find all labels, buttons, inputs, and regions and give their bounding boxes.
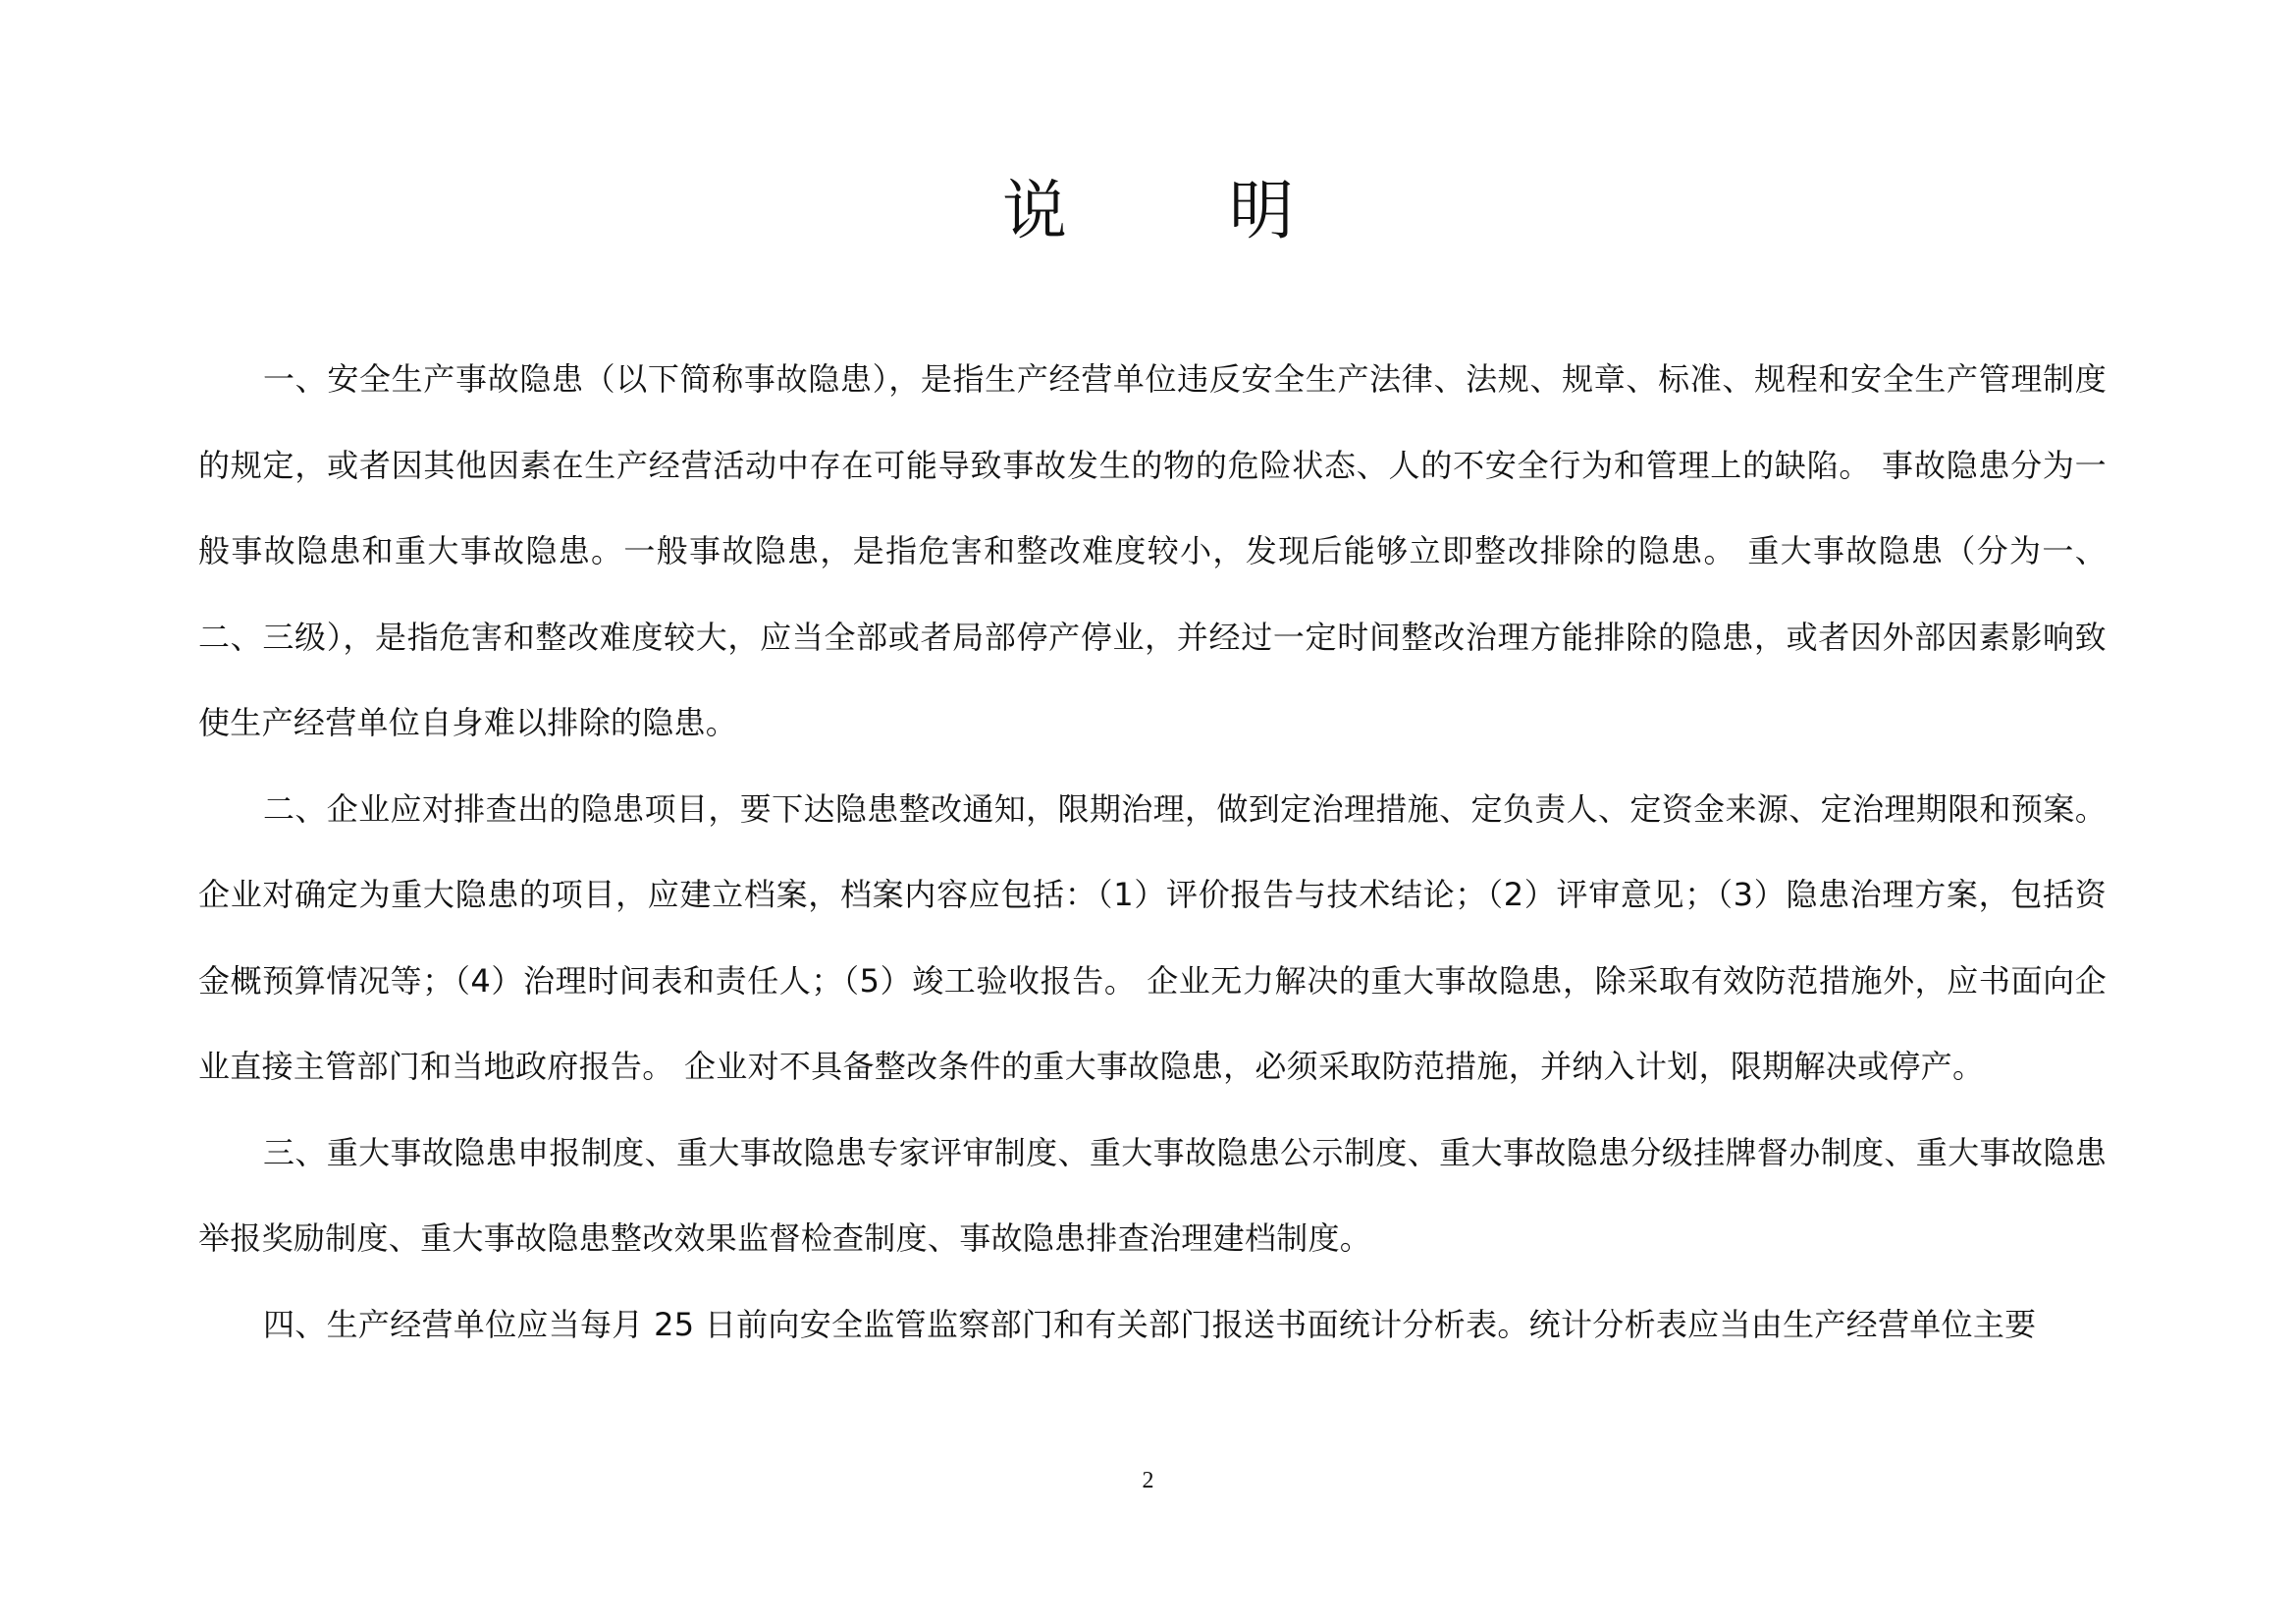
paragraph-1: 一、安全生产事故隐患（以下简称事故隐患），是指生产经营单位违反安全生产法律、法规、规章、标准、规程和安全生产管理制度的规定，或者因其他因素在生产经营活动中存在可能导致事故发生的物的危险状态、人的不安全行为和管理上的缺陷。 事故隐患分为一般事故隐患和重大事故隐患。一般事故隐患，是指危害和整改难度较小，发现后能够立即整改排除的隐患。 重大事故隐患（分为一、二、三级），是指危害和整改难度较大，应当全部或者局部停产停业，并经过一定时间整改治理方能排除的隐患，或者因外部因素影响致使生产经营单位自身难以排除的隐患。	[198, 360, 2107, 741]
paragraph-4: 四、生产经营单位应当每月 25 日前向安全监管监察部门和有关部门报送书面统计分析表。统计分析表应当由生产经营单位主要	[263, 1305, 2037, 1343]
page-title: 说 明	[1002, 173, 1364, 248]
paragraph-2: 二、企业应对排查出的隐患项目，要下达隐患整改通知，限期治理，做到定治理措施、定负责人、定资金来源、定治理期限和预案。 企业对确定为重大隐患的项目，应建立档案，档案内容应包括：（1）评价报告与技术结论；（2）评审意见；（3）隐患治理方案，包括资金概预算情况等；（4）治理时间表和责任人；（5）竣工验收报告。 企业无力解决的重大事故隐患，除采取有效防范措施外，应书面向企业直接主管部门和当地政府报告。 企业对不具备整改条件的重大事故隐患，必须采取防范措施，并纳入计划，限期解决或停产。	[198, 789, 2107, 1085]
page-number: 2	[1142, 1468, 1154, 1493]
document-body	[198, 337, 2107, 1368]
paragraph-3: 三、重大事故隐患申报制度、重大事故隐患专家评审制度、重大事故隐患公示制度、重大事故隐患分级挂牌督办制度、重大事故隐患举报奖励制度、重大事故隐患整改效果监督检查制度、事故隐患排查治理建档制度。	[198, 1133, 2107, 1257]
